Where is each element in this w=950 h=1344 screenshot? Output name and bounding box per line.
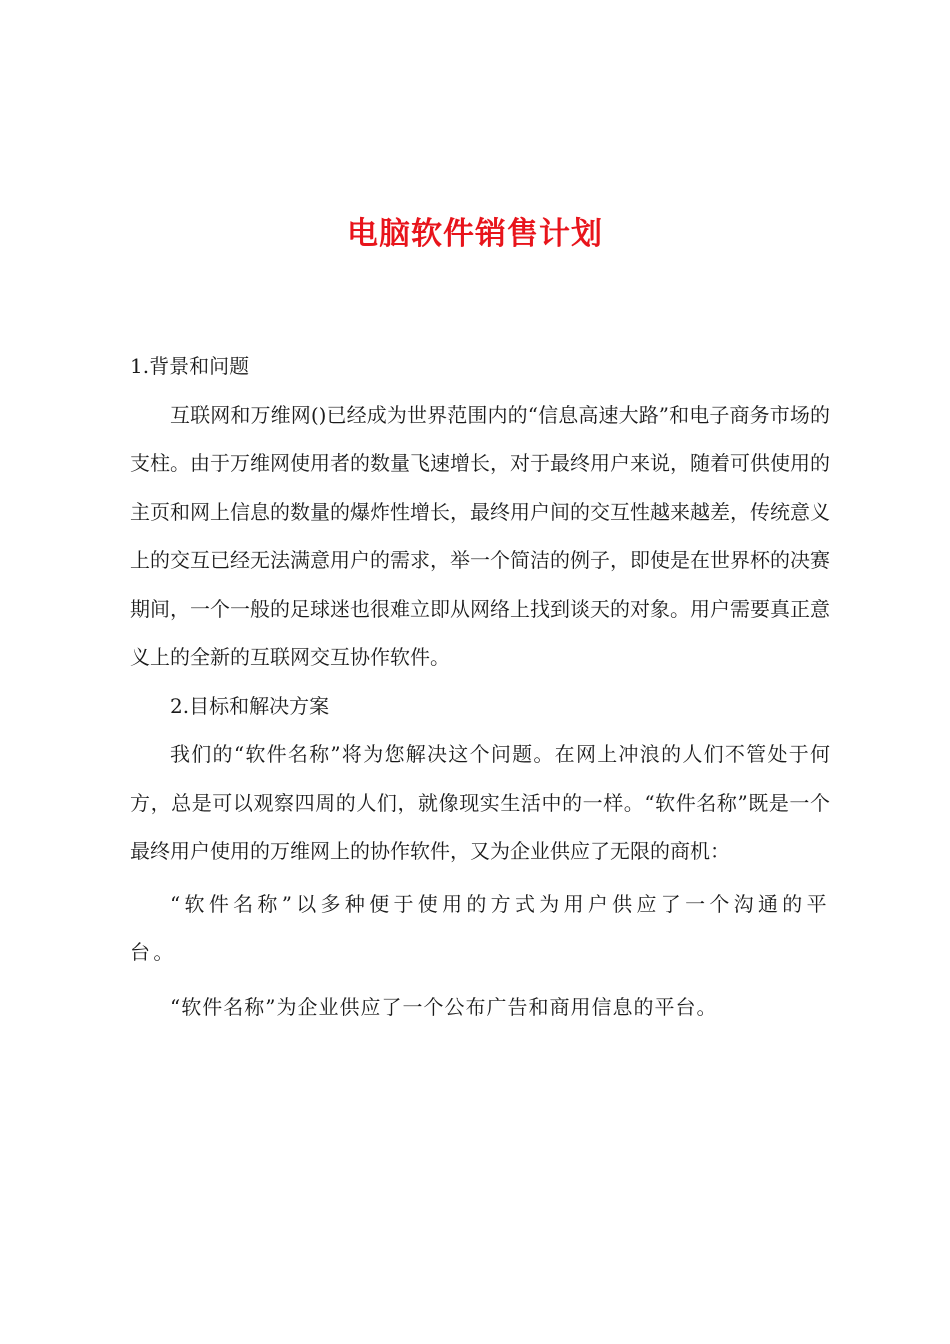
section-heading-background: 1.背景和问题	[130, 354, 250, 378]
paragraph-background: 互联网和万维网()已经成为世界范围内的“信息高速大路”和电子商务市场的支柱。由于万维网使用者的数量飞速增长，对于最终用户来说，随着可供使用的主页和网上信息的数量的爆炸性增长，最终用户间的交互性越来越差，传统意义上的交互已经无法满意用户的需求，举一个简洁的例子，即使是在世界杯的决赛期间，一个一般的足球迷也很难立即从网络上找到谈天的对象。用户需要真正意义上的全新的互联网交互协作软件。	[130, 402, 830, 669]
document-title: 电脑软件销售计划	[347, 216, 603, 252]
paragraph-solution: 我们的“软件名称”将为您解决这个问题。在网上冲浪的人们不管处于何方，总是可以观察四周的人们，就像现实生活中的一样。“软件名称”既是一个最终用户使用的万维网上的协作软件，又为企业供应了无限的商机：	[130, 742, 830, 863]
document-body	[130, 342, 830, 1031]
paragraph-business-platform: “软件名称”为企业供应了一个公布广告和商用信息的平台。	[170, 994, 718, 1019]
section-heading-goals: 2.目标和解决方案	[170, 693, 330, 718]
paragraph-user-platform: “软件名称”以多种便于使用的方式为用户供应了一个沟通的平台。	[130, 891, 830, 964]
